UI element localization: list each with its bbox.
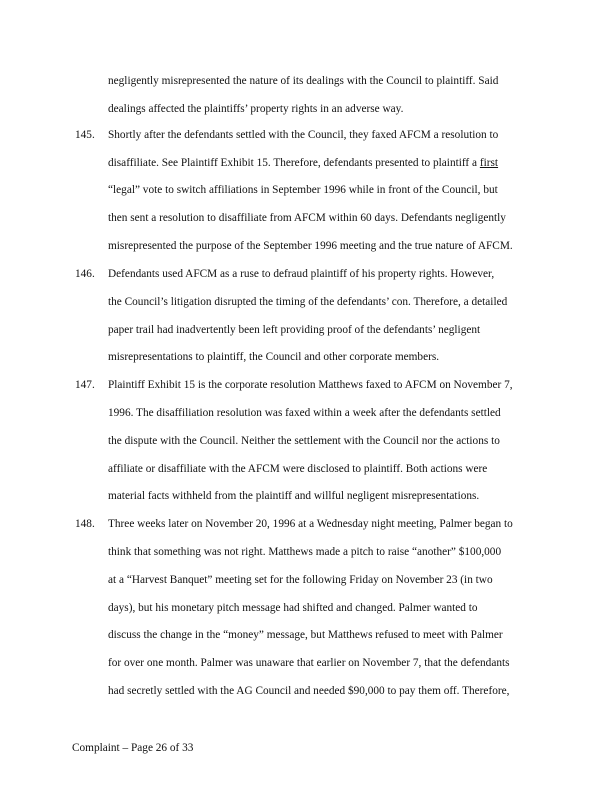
body-line: Three weeks later on November 20, 1996 at a Wednesday night meeting, Palmer began to <box>108 518 513 530</box>
body-line: then sent a resolution to disaffiliate from AFCM within 60 days. Defendants negligently <box>108 212 506 224</box>
paragraph-number: 145. <box>75 129 95 141</box>
body-line: Plaintiff Exhibit 15 is the corporate resolution Matthews faxed to AFCM on November 7, <box>108 379 513 391</box>
body-line: dealings affected the plaintiffs’ property rights in an adverse way. <box>108 103 404 115</box>
body-line: misrepresented the purpose of the September 1996 meeting and the true nature of AFCM. <box>108 240 513 252</box>
body-line: the Council’s litigation disrupted the timing of the defendants’ con. Therefore, a detailed <box>108 296 508 308</box>
page-footer: Complaint – Page 26 of 33 <box>72 742 194 754</box>
body-line: material facts withheld from the plaintiff and willful negligent misrepresentations. <box>108 490 480 502</box>
paragraph-number: 148. <box>75 518 95 530</box>
body-line: at a “Harvest Banquet” meeting set for the following Friday on November 23 (in two <box>108 574 493 586</box>
paragraph-number: 146. <box>75 268 95 280</box>
body-line-text: disaffiliate. See Plaintiff Exhibit 15. Therefore, defendants presented to plaintiff a <box>108 157 480 169</box>
body-line: “legal” vote to switch affiliations in September 1996 while in front of the Council, but <box>108 184 498 196</box>
body-line: paper trail had inadvertently been left providing proof of the defendants’ negligent <box>108 324 481 336</box>
body-line: 1996. The disaffiliation resolution was faxed within a week after the defendants settled <box>108 407 501 419</box>
underlined-word: first <box>479 157 499 169</box>
body-line: think that something was not right. Matthews made a pitch to raise “another” $100,000 <box>108 546 502 558</box>
body-line: Shortly after the defendants settled with the Council, they faxed AFCM a resolution to <box>108 129 499 141</box>
body-line: the dispute with the Council. Neither the settlement with the Council nor the actions to <box>108 435 500 447</box>
body-line: for over one month. Palmer was unaware that earlier on November 7, that the defendants <box>108 657 510 669</box>
body-line: discuss the change in the “money” message, but Matthews refused to meet with Palmer <box>108 629 503 641</box>
body-line: negligently misrepresented the nature of its dealings with the Council to plaintiff. Said <box>108 75 499 87</box>
body-line: misrepresentations to plaintiff, the Council and other corporate members. <box>108 351 440 363</box>
body-line <box>108 156 498 170</box>
body-line: affiliate or disaffiliate with the AFCM were disclosed to plaintiff. Both actions were <box>108 463 488 475</box>
paragraph-number: 147. <box>75 379 95 391</box>
body-line: days), but his monetary pitch message had shifted and changed. Palmer wanted to <box>108 602 478 614</box>
body-line: had secretly settled with the AG Council and needed $90,000 to pay them off. Therefore, <box>108 685 510 697</box>
body-line: Defendants used AFCM as a ruse to defraud plaintiff of his property rights. However, <box>108 268 495 280</box>
